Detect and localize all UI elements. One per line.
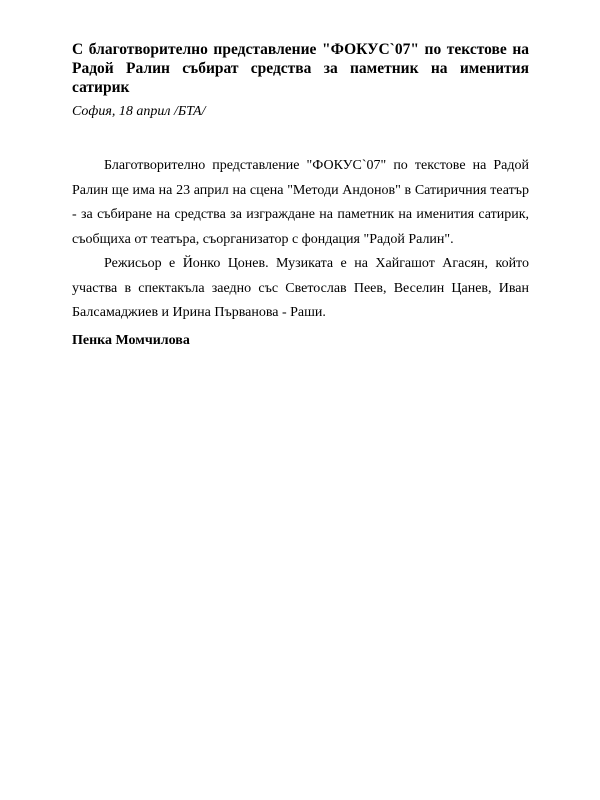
article-headline: С благотворително представление "ФОКУС`07" по текстове на Радой Ралин събират средства за паметник на именития сатирик: [72, 41, 529, 96]
article-body: [72, 154, 529, 326]
article-author: Пенка Момчилова: [72, 333, 190, 348]
article-dateline: София, 18 април /БТА/: [72, 104, 206, 119]
article-paragraph: Благотворително представление "ФОКУС`07" по текстове на Радой Ралин ще има на 23 април на сцена "Методи Андонов" в Сатиричния театър - за събиране на средства за изграждане на паметник на именития сатирик, съобщиха от театъра, съорганизатор с фондация "Радой Ралин".: [72, 158, 529, 247]
article-paragraph: Режисьор е Йонко Цонев. Музиката е на Хайгашот Агасян, който участва в спектакъла заедно със Светослав Пеев, Веселин Цанев, Иван Балсамаджиев и Ирина Първанова - Раши.: [72, 256, 529, 320]
